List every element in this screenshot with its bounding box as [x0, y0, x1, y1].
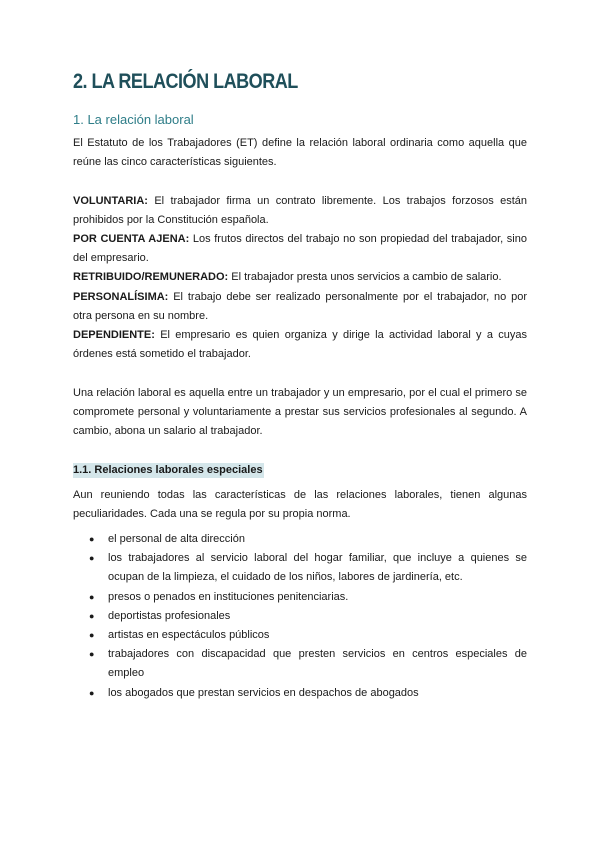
list-item	[73, 588, 527, 607]
characteristic-text: El trabajador firma un contrato libremente. Los trabajos forzosos están prohibidos por la Constitución española.	[73, 195, 527, 227]
characteristic-voluntaria	[73, 192, 527, 230]
characteristic-text: El empresario es quien organiza y dirige la actividad laboral y a cuyas órdenes está sometido el trabajador.	[73, 329, 527, 361]
bullet-icon: ●	[89, 610, 95, 621]
subsection-heading-wrap	[73, 460, 264, 478]
characteristic-term: PERSONALÍSIMA:	[73, 291, 169, 303]
characteristic-term: VOLUNTARIA:	[73, 195, 148, 207]
characteristic-personalisima	[73, 288, 527, 326]
list-item-text: presos o penados en instituciones penitenciarias.	[108, 590, 349, 603]
list-item-text: deportistas profesionales	[108, 609, 231, 622]
list-item-text: los trabajadores al servicio laboral del hogar familiar, que incluye a quienes se ocupan de la limpieza, el cuidado de los niños, labores de jardinería, etc.	[108, 552, 527, 584]
characteristic-dependiente	[73, 326, 527, 364]
list-item-text: artistas en espectáculos públicos	[108, 629, 270, 642]
intro-paragraph: El Estatuto de los Trabajadores (ET) define la relación laboral ordinaria como aquella que reúne las cinco características siguientes.	[73, 137, 527, 169]
list-item	[73, 626, 527, 645]
special-relations-intro: Aun reuniendo todas las características de las relaciones laborales, tienen algunas peculiaridades. Cada una se regula por su propia norma.	[73, 489, 527, 521]
list-item-text: el personal de alta dirección	[108, 533, 245, 545]
characteristic-por-cuenta-ajena	[73, 230, 527, 268]
characteristic-text: El trabajo debe ser realizado personalmente por el trabajador, no por otra persona en su nombre.	[73, 291, 527, 323]
list-item	[73, 607, 527, 626]
list-item-text: los abogados que prestan servicios en despachos de abogados	[108, 686, 419, 699]
bullet-icon: ●	[89, 553, 95, 564]
characteristic-text: El trabajador presta unos servicios a cambio de salario.	[228, 271, 502, 283]
characteristic-term: RETRIBUIDO/REMUNERADO:	[73, 271, 229, 283]
bullet-icon: ●	[89, 649, 95, 660]
characteristic-term: POR CUENTA AJENA:	[73, 233, 190, 245]
page-title: 2. LA RELACIÓN LABORAL	[73, 70, 298, 93]
list-item	[73, 645, 527, 683]
list-item-text: trabajadores con discapacidad que presten servicios en centros especiales de empleo	[108, 648, 527, 680]
list-item	[73, 684, 527, 703]
characteristic-retribuido	[73, 268, 527, 287]
list-item	[73, 530, 527, 549]
characteristic-text: Los frutos directos del trabajo no son propiedad del trabajador, sino del empresario.	[73, 233, 527, 265]
list-item	[73, 549, 527, 587]
bullet-icon: ●	[89, 630, 95, 641]
bullet-icon: ●	[89, 687, 95, 698]
bullet-icon: ●	[89, 591, 95, 602]
definition-paragraph: Una relación laboral es aquella entre un trabajador y un empresario, por el cual el primero se compromete personal y voluntariamente a prestar sus servicios profesionales al segundo. A cambio, abona un salario al trabajador.	[73, 387, 527, 438]
special-relations-list	[73, 530, 527, 703]
bullet-icon: ●	[89, 534, 95, 544]
section-heading: 1. La relación laboral	[73, 112, 194, 127]
subsection-heading: 1.1. Relaciones laborales especiales	[73, 464, 263, 476]
characteristic-term: DEPENDIENTE:	[73, 329, 155, 341]
